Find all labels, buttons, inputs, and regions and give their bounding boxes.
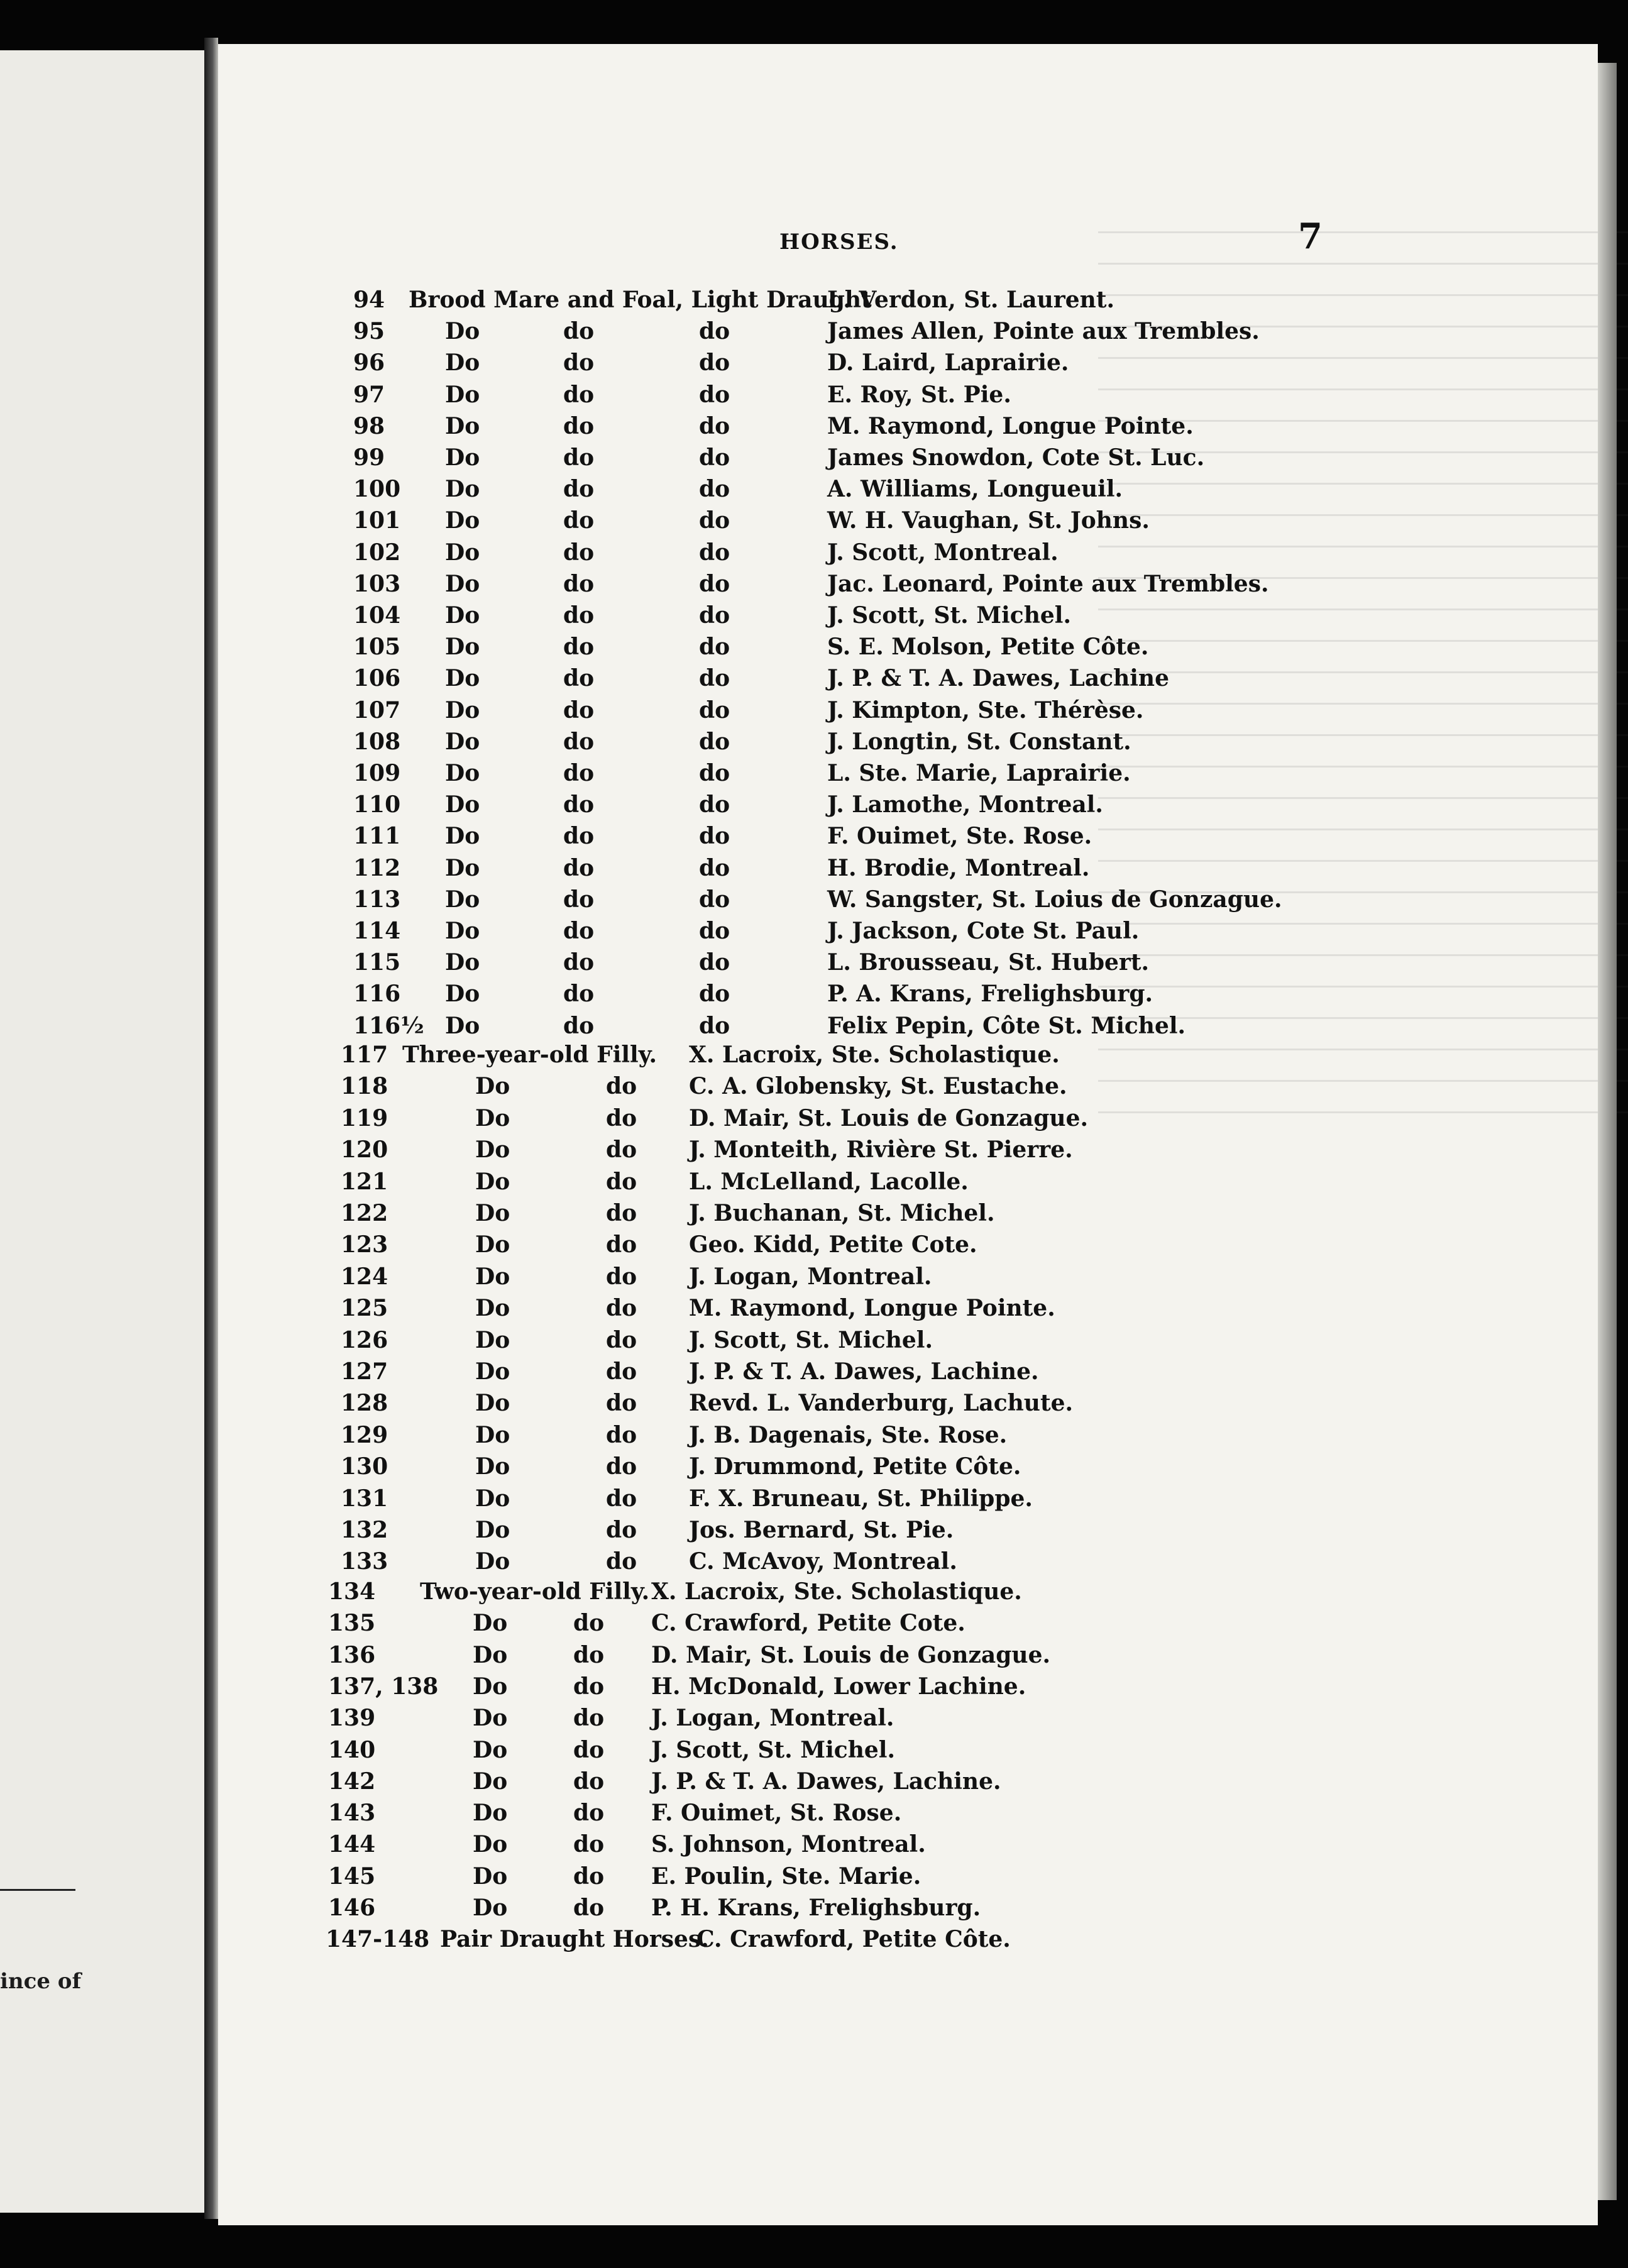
entry-number: 102 [353,539,401,566]
list-item [0,571,1628,596]
entry-exhibitor: J. P. & T. A. Dawes, Lachine. [689,1358,1039,1385]
entry-number: 107 [353,697,401,724]
ditto-breed: do [699,791,730,818]
list-item [0,665,1628,690]
entry-exhibitor: D. Laird, Laprairie. [827,350,1069,376]
entry-exhibitor: J. Longtin, St. Constant. [827,729,1131,755]
ditto-type: do [606,1200,637,1226]
ditto-class: Do [445,413,480,439]
ditto-type: do [573,1800,605,1826]
ditto-type: do [563,697,595,724]
entry-number: 105 [353,634,401,660]
entry-number: 145 [328,1863,376,1890]
ditto-type: do [573,1610,605,1636]
entry-number: 119 [341,1105,388,1131]
list-item [0,1073,1628,1098]
ditto-type: do [606,1169,637,1195]
ditto-class: Do [475,1200,510,1226]
ditto-class: Do [475,1073,510,1099]
entry-exhibitor: W. Sangster, St. Loius de Gonzague. [827,886,1282,913]
list-item [0,1673,1628,1698]
ditto-type: do [573,1705,605,1731]
entry-exhibitor: H. McDonald, Lower Lachine. [651,1673,1026,1700]
ditto-class: Do [445,729,480,755]
entry-number: 137, 138 [328,1673,439,1700]
entry-number: 106 [353,665,401,691]
list-item [0,823,1628,848]
ditto-class: Do [445,444,480,471]
list-item [0,382,1628,407]
entry-number: 128 [341,1390,388,1416]
list-item [0,697,1628,722]
ditto-breed: do [699,886,730,913]
entry-exhibitor: F. X. Bruneau, St. Philippe. [689,1485,1033,1512]
ditto-type: do [606,1548,637,1575]
ditto-breed: do [699,665,730,691]
entry-number: 98 [353,413,385,439]
list-item [0,1642,1628,1667]
entry-number: 110 [353,791,401,818]
list-item [0,1137,1628,1162]
left-page-text: ince of [0,1969,82,1994]
entry-number: 123 [341,1231,388,1258]
entry-exhibitor: M. Raymond, Longue Pointe. [827,413,1194,439]
list-item [0,1831,1628,1856]
list-item [0,1453,1628,1478]
entry-number: 99 [353,444,385,471]
ditto-breed: do [699,823,730,849]
entry-description: Three-year-old Filly. [402,1042,657,1068]
list-item [0,1863,1628,1888]
entry-number: 113 [353,886,401,913]
entry-exhibitor: L. Verdon, St. Laurent. [827,287,1115,313]
list-item [0,413,1628,438]
entry-exhibitor: P. H. Krans, Frelighsburg. [651,1895,981,1921]
entry-exhibitor: J. P. & T. A. Dawes, Lachine. [651,1768,1001,1795]
list-item [0,1737,1628,1762]
ditto-breed: do [699,697,730,724]
ditto-class: Do [445,981,480,1007]
ditto-type: do [573,1642,605,1668]
entry-exhibitor: Jos. Bernard, St. Pie. [689,1517,954,1543]
ditto-class: Do [445,318,480,344]
entry-number: 117 [341,1042,388,1068]
ditto-type: do [606,1295,637,1321]
entry-number: 136 [328,1642,376,1668]
left-page-fragment [0,50,204,2213]
entry-exhibitor: J. Logan, Montreal. [689,1263,932,1290]
entry-number: 108 [353,729,401,755]
ditto-type: do [563,318,595,344]
ditto-class: Do [473,1863,508,1890]
ditto-class: Do [445,539,480,566]
ditto-class: Do [445,634,480,660]
ditto-class: Do [473,1610,508,1636]
entry-number: 121 [341,1169,388,1195]
ditto-breed: do [699,318,730,344]
list-item [0,1610,1628,1635]
ditto-type: do [563,729,595,755]
entry-number: 135 [328,1610,376,1636]
entry-number: 112 [353,855,401,881]
entry-number: 142 [328,1768,376,1795]
list-item [0,1548,1628,1573]
ditto-class: Do [475,1263,510,1290]
list-item [0,539,1628,564]
entry-exhibitor: M. Raymond, Longue Pointe. [689,1295,1055,1321]
list-item [0,855,1628,880]
ditto-class: Do [475,1327,510,1353]
list-item [0,1263,1628,1289]
ditto-class: Do [473,1895,508,1921]
ditto-type: do [563,918,595,944]
list-item [0,287,1628,312]
ditto-breed: do [699,444,730,471]
ditto-breed: do [699,507,730,534]
entry-exhibitor: James Snowdon, Cote St. Luc. [827,444,1205,471]
list-item [0,1295,1628,1320]
ditto-type: do [563,539,595,566]
list-item [0,949,1628,974]
entry-exhibitor: W. H. Vaughan, St. Johns. [827,507,1150,534]
ditto-breed: do [699,602,730,629]
ditto-breed: do [699,760,730,786]
ditto-class: Do [445,791,480,818]
ditto-type: do [573,1863,605,1890]
ditto-type: do [606,1390,637,1416]
entry-exhibitor: C. McAvoy, Montreal. [689,1548,957,1575]
list-item [0,444,1628,470]
entry-exhibitor: D. Mair, St. Louis de Gonzague. [689,1105,1089,1131]
ditto-type: do [606,1231,637,1258]
entry-exhibitor: F. Ouimet, St. Rose. [651,1800,902,1826]
ditto-class: Do [445,602,480,629]
ditto-class: Do [445,855,480,881]
entry-number: 126 [341,1327,388,1353]
entry-exhibitor: J. Lamothe, Montreal. [827,791,1103,818]
ditto-type: do [563,760,595,786]
list-item [0,1768,1628,1793]
ditto-class: Do [445,886,480,913]
ditto-type: do [573,1768,605,1795]
entry-exhibitor: James Allen, Pointe aux Trembles. [827,318,1260,344]
entry-number: 118 [341,1073,388,1099]
entry-exhibitor: H. Brodie, Montreal. [827,855,1090,881]
page-title: HORSES. [779,229,899,255]
entry-exhibitor: S. E. Molson, Petite Côte. [827,634,1149,660]
entry-exhibitor: F. Ouimet, Ste. Rose. [827,823,1092,849]
entry-exhibitor: J. Logan, Montreal. [651,1705,894,1731]
entry-number: 134 [328,1578,376,1605]
list-item [0,729,1628,754]
entry-exhibitor: E. Poulin, Ste. Marie. [651,1863,921,1890]
entry-number: 104 [353,602,401,629]
entry-number: 94 [353,287,385,313]
list-item [0,1517,1628,1542]
ditto-type: do [563,1013,595,1039]
ditto-class: Do [445,507,480,534]
ditto-class: Do [475,1231,510,1258]
entry-exhibitor: E. Roy, St. Pie. [827,382,1011,408]
ditto-type: do [563,476,595,502]
ditto-type: do [606,1327,637,1353]
entry-exhibitor: J. Buchanan, St. Michel. [689,1200,995,1226]
ditto-class: Do [475,1137,510,1163]
entry-exhibitor: C. Crawford, Petite Cote. [651,1610,965,1636]
list-item [0,1105,1628,1130]
entry-number: 125 [341,1295,388,1321]
ditto-type: do [606,1105,637,1131]
ditto-type: do [563,791,595,818]
list-item [0,886,1628,911]
list-item [0,918,1628,943]
ditto-class: Do [473,1642,508,1668]
ditto-type: do [563,571,595,597]
entry-exhibitor: J. Kimpton, Ste. Thérèse. [827,697,1144,724]
entry-number: 114 [353,918,401,944]
ditto-class: Do [473,1768,508,1795]
ditto-type: do [563,823,595,849]
ditto-class: Do [445,382,480,408]
ditto-class: Do [473,1705,508,1731]
ditto-class: Do [445,949,480,976]
ditto-class: Do [473,1737,508,1763]
list-item [0,318,1628,343]
entry-number: 97 [353,382,385,408]
ditto-class: Do [445,665,480,691]
entry-number: 133 [341,1548,388,1575]
ditto-type: do [606,1073,637,1099]
entry-number: 140 [328,1737,376,1763]
list-item [0,791,1628,817]
ditto-type: do [563,886,595,913]
list-item [0,760,1628,785]
ditto-breed: do [699,949,730,976]
ditto-class: Do [445,1013,480,1039]
list-item [0,1358,1628,1384]
entry-exhibitor: X. Lacroix, Ste. Scholastique. [689,1042,1060,1068]
ditto-type: do [563,444,595,471]
entry-exhibitor: J. Drummond, Petite Côte. [689,1453,1021,1480]
entry-exhibitor: S. Johnson, Montreal. [651,1831,926,1858]
entry-number: 144 [328,1831,376,1858]
ditto-breed: do [699,1013,730,1039]
entry-exhibitor: J. Monteith, Rivière St. Pierre. [689,1137,1073,1163]
ditto-class: Do [475,1169,510,1195]
ditto-breed: do [699,981,730,1007]
list-item [0,1390,1628,1415]
entry-exhibitor: X. Lacroix, Ste. Scholastique. [651,1578,1022,1605]
entry-exhibitor: A. Williams, Longueuil. [827,476,1123,502]
list-item [0,1926,1628,1951]
list-item [0,1169,1628,1194]
ditto-class: Do [475,1422,510,1448]
ditto-class: Do [475,1517,510,1543]
entry-number: 143 [328,1800,376,1826]
entry-number: 122 [341,1200,388,1226]
ditto-type: do [606,1263,637,1290]
list-item [0,1485,1628,1511]
ditto-breed: do [699,729,730,755]
entry-number: 101 [353,507,401,534]
list-item [0,1013,1628,1038]
ditto-type: do [573,1673,605,1700]
ditto-class: Do [475,1295,510,1321]
entry-number: 116½ [353,1013,424,1039]
entry-exhibitor: P. A. Krans, Frelighsburg. [827,981,1153,1007]
entry-number: 130 [341,1453,388,1480]
ditto-type: do [573,1831,605,1858]
list-item [0,981,1628,1006]
list-item [0,1705,1628,1730]
left-page-rule [0,1889,75,1891]
ditto-breed: do [699,634,730,660]
entry-exhibitor: C. Crawford, Petite Côte. [696,1926,1011,1952]
list-item [0,476,1628,501]
ditto-class: Do [445,823,480,849]
ditto-type: do [563,413,595,439]
entry-description: Two-year-old Filly. [420,1578,650,1605]
ditto-type: do [563,507,595,534]
entry-number: 127 [341,1358,388,1385]
ditto-class: Do [475,1390,510,1416]
ditto-breed: do [699,571,730,597]
ditto-class: Do [445,760,480,786]
list-item [0,1231,1628,1257]
ditto-breed: do [699,539,730,566]
ditto-class: Do [445,476,480,502]
entry-number: 131 [341,1485,388,1512]
ditto-type: do [563,634,595,660]
ditto-class: Do [475,1548,510,1575]
list-item [0,602,1628,627]
entry-number: 139 [328,1705,376,1731]
entry-number: 96 [353,350,385,376]
ditto-breed: do [699,382,730,408]
ditto-type: do [606,1453,637,1480]
ditto-type: do [563,855,595,881]
ditto-type: do [573,1895,605,1921]
entry-exhibitor: Revd. L. Vanderburg, Lachute. [689,1390,1074,1416]
ditto-class: Do [473,1831,508,1858]
entry-exhibitor: L. Brousseau, St. Hubert. [827,949,1150,976]
entry-number: 109 [353,760,401,786]
entry-number: 147-148 [326,1926,430,1952]
entry-number: 95 [353,318,385,344]
entry-number: 120 [341,1137,388,1163]
ditto-type: do [606,1422,637,1448]
ditto-type: do [606,1137,637,1163]
list-item [0,1895,1628,1920]
ditto-breed: do [699,413,730,439]
ditto-type: do [563,382,595,408]
ditto-type: do [606,1485,637,1512]
entry-exhibitor: J. Jackson, Cote St. Paul. [827,918,1140,944]
entry-exhibitor: L. McLelland, Lacolle. [689,1169,969,1195]
page-number: 7 [1298,216,1323,257]
list-item [0,1800,1628,1825]
entry-exhibitor: J. Scott, St. Michel. [827,602,1071,629]
list-item [0,634,1628,659]
list-item [0,350,1628,375]
entry-exhibitor: Jac. Leonard, Pointe aux Trembles. [827,571,1269,597]
list-item [0,1422,1628,1447]
ditto-class: Do [475,1358,510,1385]
entry-exhibitor: Geo. Kidd, Petite Cote. [689,1231,977,1258]
entry-exhibitor: J. Scott, Montreal. [827,539,1059,566]
entry-description: Pair Draught Horses. [440,1926,709,1952]
entry-number: 129 [341,1422,388,1448]
ditto-class: Do [475,1105,510,1131]
ditto-class: Do [475,1453,510,1480]
list-item [0,1578,1628,1604]
ditto-breed: do [699,855,730,881]
ditto-breed: do [699,918,730,944]
ditto-class: Do [445,571,480,597]
entry-exhibitor: D. Mair, St. Louis de Gonzague. [651,1642,1051,1668]
ditto-class: Do [473,1673,508,1700]
entry-exhibitor: J. Scott, St. Michel. [651,1737,895,1763]
ditto-type: do [563,665,595,691]
ditto-type: do [563,949,595,976]
ditto-type: do [606,1517,637,1543]
entry-exhibitor: Felix Pepin, Côte St. Michel. [827,1013,1186,1039]
ditto-type: do [563,602,595,629]
entry-exhibitor: J. P. & T. A. Dawes, Lachine [827,665,1169,691]
list-item [0,1327,1628,1352]
entry-number: 100 [353,476,401,502]
list-item [0,1200,1628,1225]
list-item [0,507,1628,532]
ditto-type: do [573,1737,605,1763]
ditto-class: Do [445,918,480,944]
ditto-type: do [563,350,595,376]
entry-number: 146 [328,1895,376,1921]
ditto-breed: do [699,350,730,376]
entry-exhibitor: L. Ste. Marie, Laprairie. [827,760,1131,786]
ditto-class: Do [445,350,480,376]
ditto-class: Do [473,1800,508,1826]
entry-number: 132 [341,1517,388,1543]
list-item [0,1042,1628,1067]
entry-number: 115 [353,949,401,976]
ditto-type: do [606,1358,637,1385]
entry-exhibitor: J. B. Dagenais, Ste. Rose. [689,1422,1008,1448]
entry-description: Brood Mare and Foal, Light Draught [409,287,872,313]
entry-number: 124 [341,1263,388,1290]
entry-number: 116 [353,981,401,1007]
entry-number: 103 [353,571,401,597]
ditto-class: Do [445,697,480,724]
ditto-breed: do [699,476,730,502]
ditto-class: Do [475,1485,510,1512]
entry-number: 111 [353,823,401,849]
ditto-type: do [563,981,595,1007]
entry-exhibitor: J. Scott, St. Michel. [689,1327,933,1353]
entry-exhibitor: C. A. Globensky, St. Eustache. [689,1073,1067,1099]
